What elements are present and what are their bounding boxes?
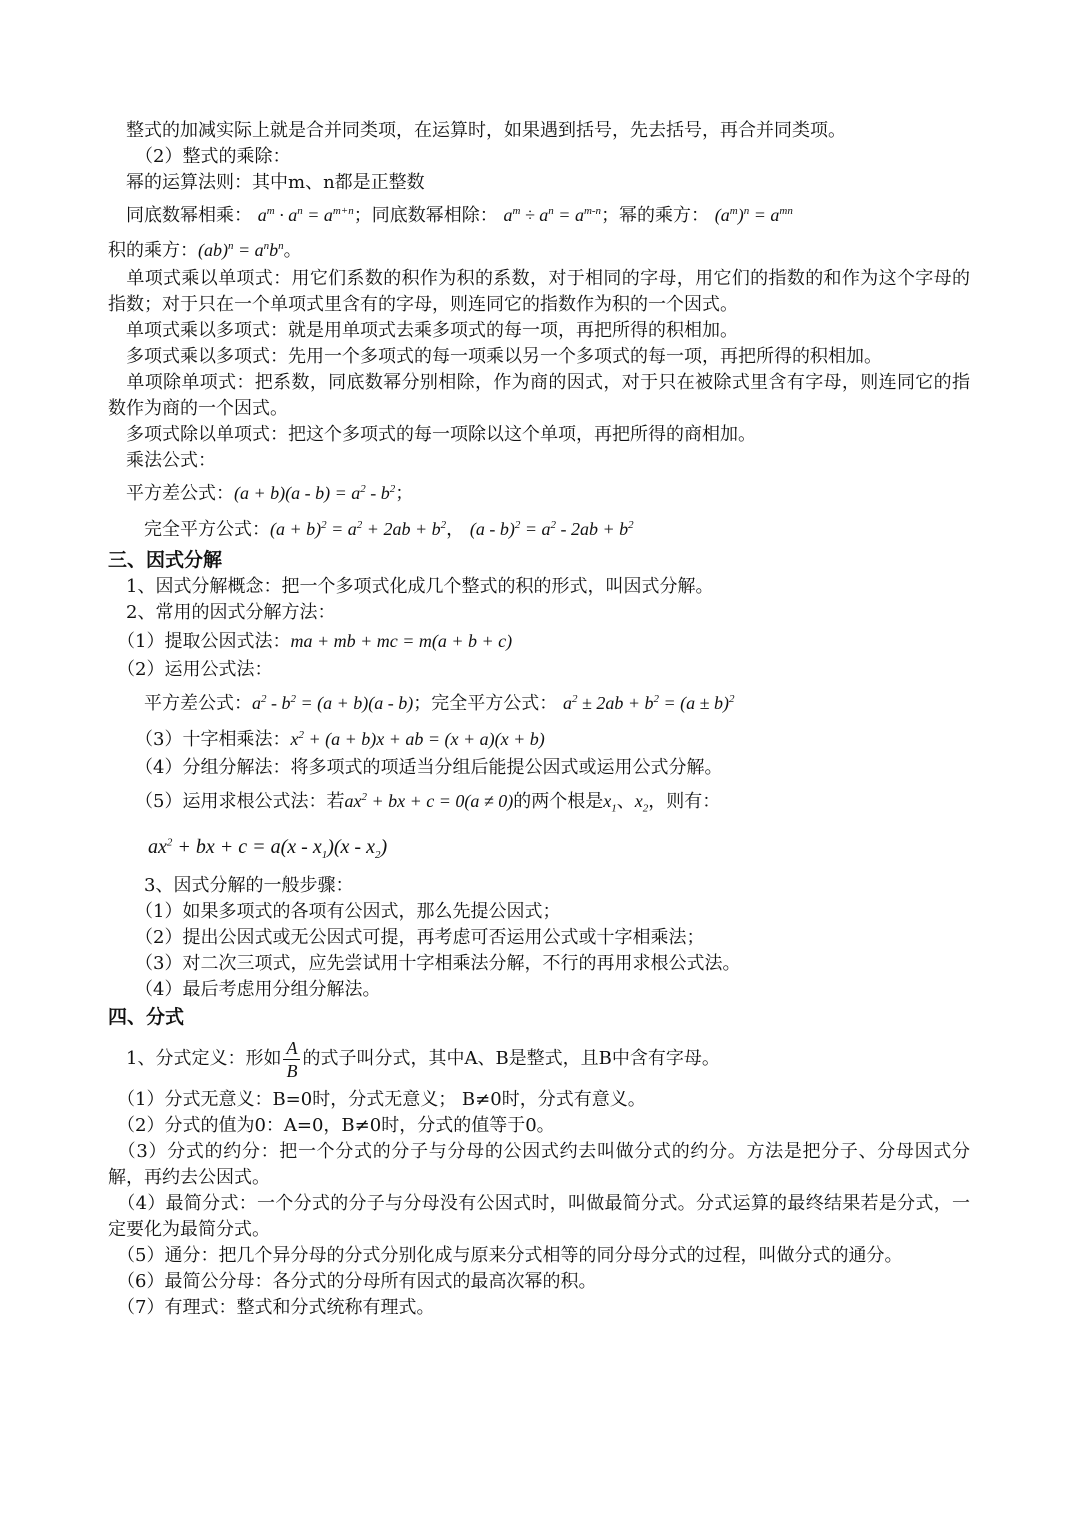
formula-root-factored: $ax^2$ + bx + $c = a(x - x_1)(x - x_2)$ (148, 836, 388, 862)
document-page (108, 118, 970, 1321)
paragraph-mono-times-poly: 单项式乘以多项式：就是用单项式去乘多项式的每一项，再把所得的积相加。 (108, 320, 738, 341)
paragraph-formula-method: （2）运用公式法： (108, 659, 273, 680)
formula-difference-of-squares: $(a + b)(a - b) = a^2 - b^2$ (234, 483, 396, 503)
formula-root-x2: $x_2$ (634, 791, 649, 815)
paragraph-grouping: （4）分组分解法：将多项式的项适当分组后能提公因式或运用公式分解。 (108, 757, 723, 778)
section-heading-fractions: 四、分式 (108, 1006, 185, 1029)
formula-same-base-divide: $a^m \div a^n = a^{m-n}$ (503, 205, 602, 225)
formula-same-base-multiply: $a^m \cdot a^n = a^{m+n}$ (257, 205, 354, 225)
paragraph-difference-of-squares: 平方差公式：$(a + b)(a - b) = a^2 - b^2$； (108, 483, 414, 504)
paragraph-fraction-reduction: （3）分式的约分：把一个分式的分子与分母的公因式约去叫做分式的约分。方法是把分子、分母因式分解，再约去公因式。 (108, 1141, 970, 1189)
paragraph-factorization-concept: 1、因式分解概念：把一个多项式化成几个整式的积的形式，叫因式分解。 (108, 576, 714, 597)
paragraph-multiplication-formulas: 乘法公式： (108, 450, 216, 471)
paragraph-poly-times-poly: 多项式乘以多项式：先用一个多项式的每一项乘以另一个多项式的每一项，再把所得的积相加。 (108, 346, 882, 367)
paragraph-root-formula: （5）运用求根公式法：若$ax^2$ + bx + c = 0(a ≠ 0)的两个根是$x_1$、$x_2$，则有： (108, 791, 721, 815)
paragraph-addition: 整式的加减实际上就是合并同类项，在运算时，如果遇到括号，先去括号，再合并同类项。 (108, 120, 846, 141)
paragraph-general-steps: 3、因式分解的一般步骤： (108, 875, 354, 897)
paragraph-power-rules: 幂的运算法则：其中m、n都是正整数 (108, 172, 425, 193)
formula-factor-difference-of-squares: $a^2 - b^2 = (a + b)(a - b)$ (252, 693, 414, 713)
formula-power-of-product: $(ab)^n = a^nb^n$ (198, 240, 284, 260)
formula-perfect-square-minus: $(a - b)^2 = a^2 - 2ab + b^2$ (469, 519, 634, 539)
formula-quadratic-equation: $ax^2$ + bx + c = 0(a ≠ 0) (344, 791, 514, 811)
paragraph-lowest-common-denominator: （6）最简公分母：各分式的分母所有因式的最高次幂的积。 (108, 1271, 597, 1293)
paragraph-mono-div-mono: 单项除单项式：把系数，同底数幂分别相除，作为商的因式，对于只在被除式里含有字母，则连同它的指数作为商的一个因式。 (108, 372, 970, 419)
paragraph-step-1: （1）如果多项式的各项有公因式，那么先提公因式； (108, 901, 561, 923)
paragraph-power-formulas: 同底数幂相乘： $a^m \cdot a^n = a^{m+n}$；同底数幂相除： $a^m \div a^n = a^{m-n}$；幂的乘方： $(a^m)^n = a^{mn}$ (108, 205, 793, 226)
paragraph-perfect-square: 完全平方公式：$(a + b)^2 = a^2 + 2ab + b^2$， $(a - b)^2 = a^2 - 2ab + b^2$ (108, 519, 634, 540)
formula-power-of-power: $(a^m)^n = a^{mn}$ (714, 205, 793, 225)
formula-factor-perfect-square: $a^2 \pm 2ab + b^2 = (a \pm b)^2$ (563, 693, 735, 713)
formula-perfect-square-plus: $(a + b)^2 = a^2 + 2ab + b^2$ (270, 519, 447, 539)
paragraph-common-denominator: （5）通分：把几个异分母的分式分别化成与原来分式相等的同分母分式的过程，叫做分式的通分。 (108, 1245, 903, 1267)
paragraph-common-factor: （1）提取公因式法：ma + mb + mc = m(a + b + c) (108, 631, 513, 652)
paragraph-fraction-zero: （2）分式的值为0：A=0，B≠0时，分式的值等于0。 (108, 1115, 555, 1137)
formula-cross-multiplication: $x^2 + (a + b)x$ + ab = (x + a)(x + b) (290, 729, 545, 749)
paragraph-simplest-fraction: （4）最简分式：一个分式的分子与分母没有公因式时，叫做最简分式。分式运算的最终结果若是分式，一定要化为最简分式。 (108, 1193, 970, 1241)
paragraph-mono-times-mono: 单项式乘以单项式：用它们系数的积作为积的系数，对于相同的字母，用它们的指数的和作为这个字母的指数；对于只在一个单项式里含有的字母，则连同它的指数作为积的一个因式。 (108, 268, 970, 315)
paragraph-step-4: （4）最后考虑用分组分解法。 (108, 979, 381, 1001)
formula-root-x1: $x_1$ (603, 791, 617, 815)
fraction-a-over-b: $\frac{A}{B}$ (283, 1037, 300, 1082)
paragraph-formula-method-detail: 平方差公式：$a^2 - b^2 = (a + b)(a - b)$；完全平方公式： $a^2 \pm 2ab + b^2 = (a \pm b)^2$ (108, 693, 735, 714)
section-heading-factorization: 三、因式分解 (108, 549, 223, 571)
paragraph-root-factored (108, 825, 970, 874)
paragraph-multiplication-heading: （2）整式的乘除： (108, 146, 291, 167)
paragraph-step-2: （2）提出公因式或无公因式可提，再考虑可否运用公式或十字相乘法； (108, 927, 705, 949)
paragraph-step-3: （3）对二次三项式，应先尝试用十字相乘法分解，不行的再用求根公式法。 (108, 953, 741, 975)
paragraph-power-of-product: 积的乘方：$(ab)^n = a^nb^n$。 (108, 240, 302, 261)
paragraph-cross-multiplication: （3）十字相乘法：$x^2 + (a + b)x$ + ab = (x + a)(x + b) (108, 729, 545, 750)
paragraph-factorization-methods: 2、常用的因式分解方法： (108, 602, 336, 623)
paragraph-fraction-definition: 1、分式定义：形如 $\frac{A}{B}$ 的式子叫分式，其中A、B是整式，且B中含有字母。 (108, 1037, 720, 1081)
paragraph-rational-expression: （7）有理式：整式和分式统称有理式。 (108, 1297, 435, 1319)
formula-common-factor: ma + mb + mc = m(a + b + c) (290, 631, 513, 651)
paragraph-poly-div-mono: 多项式除以单项式：把这个多项式的每一项除以这个单项，再把所得的商相加。 (108, 424, 756, 445)
paragraph-fraction-meaningless: （1）分式无意义：B=0时，分式无意义； B≠0时，分式有意义。 (108, 1089, 646, 1111)
